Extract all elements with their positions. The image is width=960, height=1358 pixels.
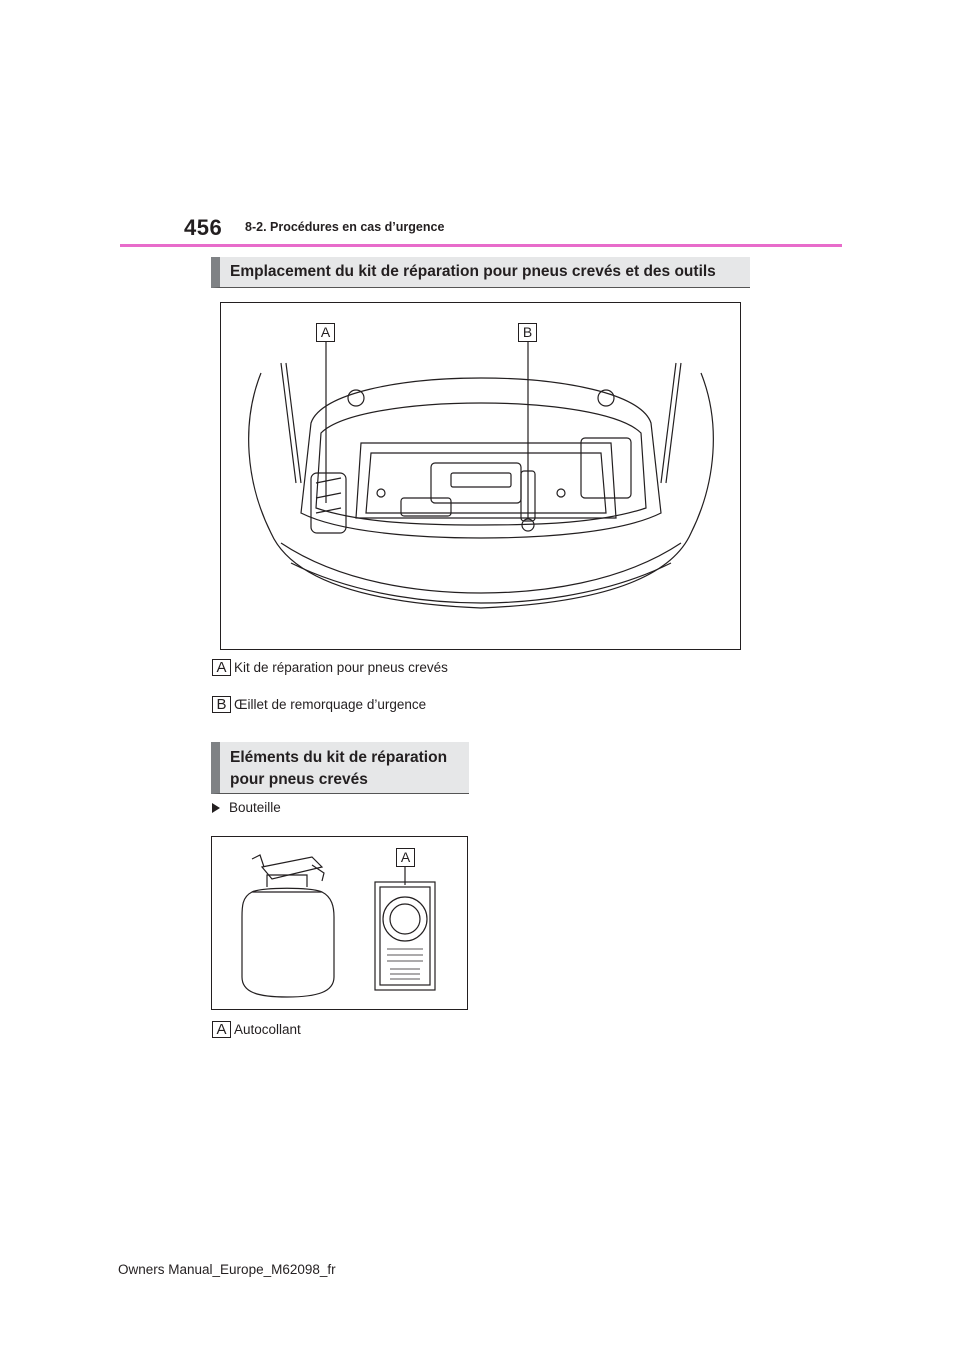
footer-doc-id: Owners Manual_Europe_M62098_fr <box>118 1262 336 1277</box>
trunk-illustration <box>220 302 741 650</box>
bullet-text-bottle: Bouteille <box>229 800 281 815</box>
header-rule <box>120 244 842 247</box>
section-label: 8-2. Procédures en cas d’urgence <box>245 220 445 234</box>
callout-a: A <box>316 323 335 342</box>
legend-key-b: B <box>212 696 231 713</box>
section-heading-kit-elements <box>211 742 469 794</box>
legend-text-tow-eye: Œillet de remorquage d’urgence <box>234 697 427 712</box>
callout-b: B <box>518 323 537 342</box>
trunk-drawing <box>221 303 740 649</box>
callout-sticker-a: A <box>396 848 415 867</box>
legend-key-a2: A <box>212 1021 231 1038</box>
legend-key-a: A <box>212 659 231 676</box>
bottle-drawing <box>212 837 467 1009</box>
bottle-illustration <box>211 836 468 1010</box>
legend-text-repair-kit: Kit de réparation pour pneus crevés <box>234 660 448 675</box>
page-number: 456 <box>184 215 223 240</box>
section-heading-tool-location <box>211 257 750 288</box>
section-heading-line1: Eléments du kit de réparation <box>230 749 448 766</box>
bullet-arrow-icon <box>212 803 220 813</box>
section-heading-text: Emplacement du kit de réparation pour pneus crevés et des outils <box>230 263 716 280</box>
section-heading-line2: pour pneus crevés <box>230 771 368 788</box>
legend-text-sticker: Autocollant <box>234 1022 301 1037</box>
